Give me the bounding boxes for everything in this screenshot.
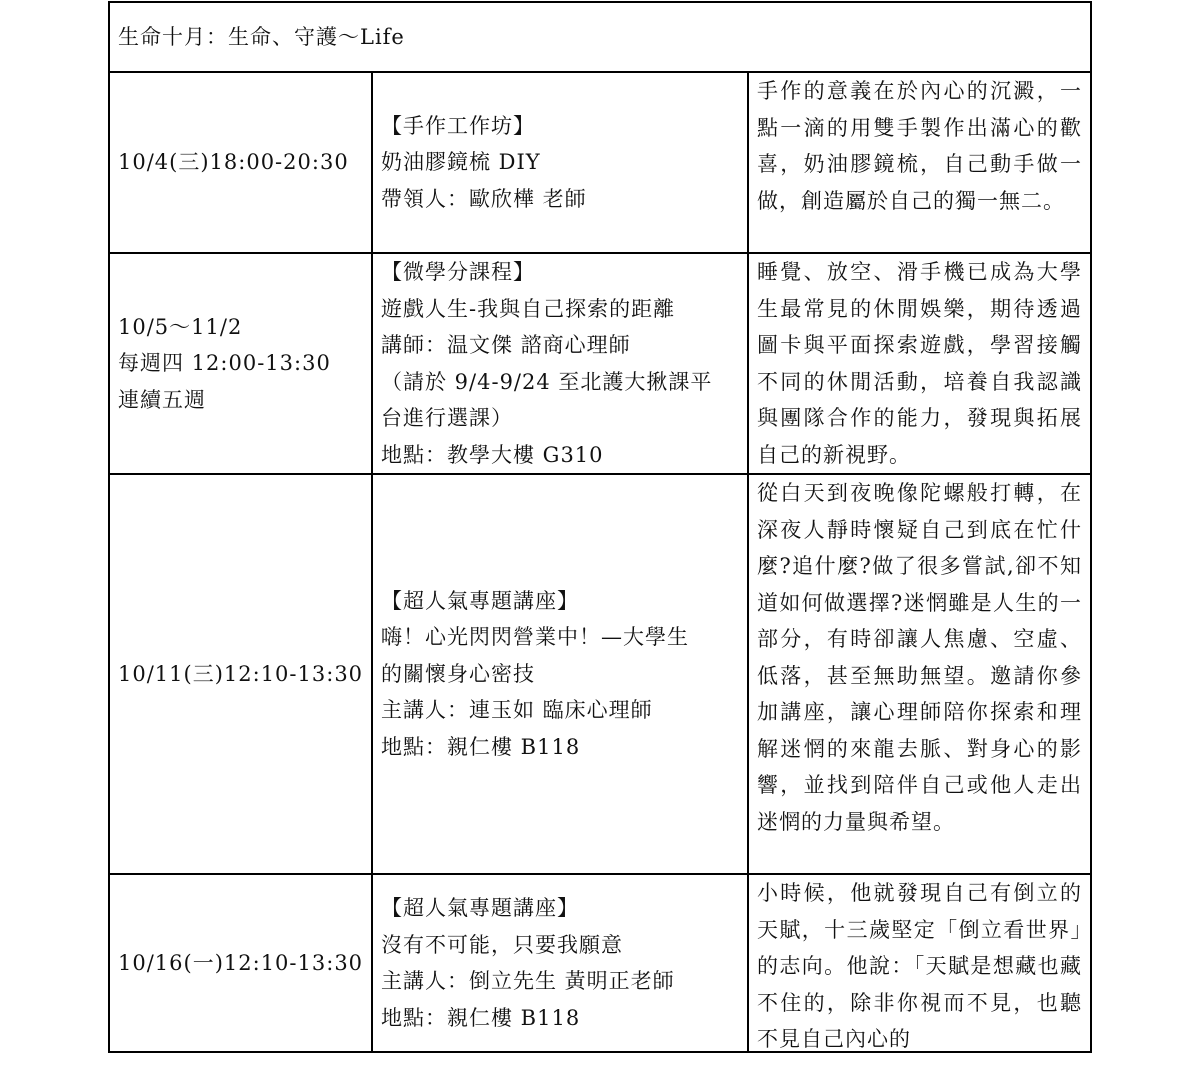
event-date bbox=[109, 474, 372, 874]
activity-location: 地點：親仁樓 B118 bbox=[381, 1005, 581, 1030]
schedule-title: 生命十月：生命、守護～Life bbox=[109, 2, 1091, 72]
activity-title: 奶油膠鏡梳 DIY bbox=[381, 150, 541, 175]
activity-title: 的關懷身心密技 bbox=[381, 661, 535, 686]
activity-speaker: 主講人：連玉如 臨床心理師 bbox=[381, 698, 653, 723]
activity-note: （請於 9/4-9/24 至北護大揪課平 bbox=[381, 369, 713, 394]
event-date bbox=[109, 253, 372, 474]
date-line: 10/5～11/2 bbox=[118, 314, 243, 339]
event-activity bbox=[372, 874, 748, 1052]
event-description bbox=[748, 474, 1091, 874]
activity-title: 遊戲人生-我與自己探索的距離 bbox=[381, 296, 676, 321]
activity-speaker: 主講人：倒立先生 黃明正老師 bbox=[381, 969, 675, 993]
activity-location: 地點：教學大樓 G310 bbox=[381, 442, 604, 467]
date-line: 10/16(一)12:10-13:30 bbox=[118, 950, 364, 975]
event-description bbox=[748, 253, 1091, 474]
activity-title: 嗨！心光閃閃營業中！—大學生 bbox=[381, 625, 689, 650]
date-line: 10/4(三)18:00-20:30 bbox=[118, 150, 349, 175]
event-date bbox=[109, 874, 372, 1052]
activity-lecturer: 講師：温文傑 諮商心理師 bbox=[381, 333, 631, 357]
date-line: 每週四 12:00-13:30 bbox=[118, 351, 331, 376]
activity-category: 【超人氣專題講座】 bbox=[381, 896, 579, 920]
activity-location: 地點：親仁樓 B118 bbox=[381, 734, 581, 759]
table-row bbox=[109, 874, 1091, 1052]
date-line: 連續五週 bbox=[118, 387, 206, 412]
table-row bbox=[109, 474, 1091, 874]
description-text: 手作的意義在於內心的沉澱，一點一滴的用雙手製作出滿心的歡喜，奶油膠鏡梳，自己動手做一做，創造屬於自己的獨一無二。 bbox=[757, 79, 1082, 213]
event-description bbox=[748, 72, 1091, 253]
event-schedule-table bbox=[108, 1, 1092, 1053]
event-activity bbox=[372, 72, 748, 253]
event-activity bbox=[372, 474, 748, 874]
description-text: 睡覺、放空、滑手機已成為大學生最常見的休閒娛樂，期待透過圖卡與平面探索遊戲，學習接觸不同的休閒活動，培養自我認識與團隊合作的能力，發現與拓展自己的新視野。 bbox=[757, 260, 1082, 467]
event-date bbox=[109, 72, 372, 253]
description-text: 從白天到夜晚像陀螺般打轉，在深夜人靜時懷疑自己到底在忙什麼?追什麼?做了很多嘗試,卻不知道如何做選擇?迷惘雖是人生的一部分，有時卻讓人焦慮、空虛、低落，甚至無助無望。邀請你參加講座，讓心理師陪你探索和理解迷惘的來龍去脈、對身心的影響，並找到陪伴自己或他人走出迷惘的力量與希望。 bbox=[757, 481, 1082, 834]
title-row bbox=[109, 2, 1091, 72]
table-row bbox=[109, 253, 1091, 474]
activity-leader: 帶領人：歐欣樺 老師 bbox=[381, 186, 587, 211]
event-description bbox=[748, 874, 1091, 1052]
table-row bbox=[109, 72, 1091, 253]
activity-category: 【手作工作坊】 bbox=[381, 113, 535, 138]
activity-category: 【微學分課程】 bbox=[381, 260, 535, 284]
description-text: 小時候，他就發現自己有倒立的天賦，十三歲堅定「倒立看世界」的志向。他說：「天賦是想藏也藏不住的，除非你視而不見，也聽不見自己內心的 bbox=[757, 881, 1082, 1051]
event-activity bbox=[372, 253, 748, 474]
activity-note: 台進行選課） bbox=[381, 406, 513, 430]
date-line: 10/11(三)12:10-13:30 bbox=[118, 661, 364, 686]
activity-category: 【超人氣專題講座】 bbox=[381, 588, 579, 613]
activity-title: 沒有不可能，只要我願意 bbox=[381, 932, 623, 957]
